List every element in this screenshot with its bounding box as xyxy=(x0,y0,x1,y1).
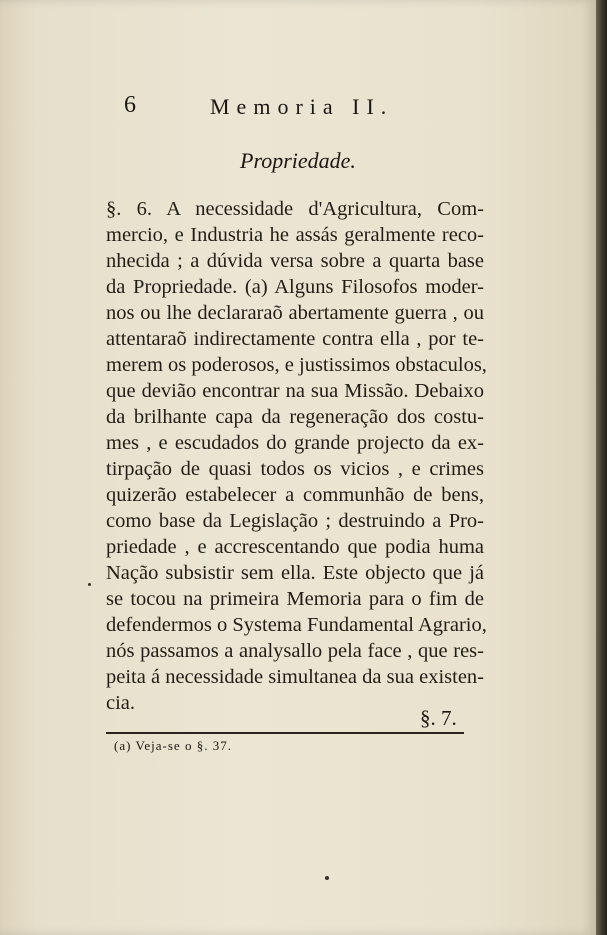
text-line: peita á necessidade simultanea da sua existen- xyxy=(106,666,484,688)
section-title: Propriedade. xyxy=(240,148,356,173)
text-line: nhecida ; a dúvida versa sobre a quarta base xyxy=(106,250,484,272)
text-line: quizerão estabelecer a communhão de bens, xyxy=(106,484,484,506)
text-line: cia. xyxy=(106,692,136,714)
running-head xyxy=(0,92,596,120)
text-line: merem os poderosos, e justissimos obstaculos, xyxy=(106,354,487,376)
text-line: nós passamos a analysallo pela face , que res- xyxy=(106,640,484,662)
text-line: se tocou na primeira Memoria para o fim de xyxy=(106,588,484,610)
text-line: mercio, e Industria he assás geralmente reco- xyxy=(106,224,484,246)
running-title: Memoria II. xyxy=(210,94,394,119)
footnote: (a) Veja-se o §. 37. xyxy=(114,738,232,753)
text-line: priedade , e accrescentando que podia huma xyxy=(106,536,484,558)
text-line: tirpação de quasi todos os vicios , e crimes xyxy=(106,458,484,480)
text-line: §. 6. A necessidade d'Agricultura, Com- xyxy=(106,198,484,220)
body-text xyxy=(106,196,487,716)
text-line: Nação subsistir sem ella. Este objecto que já xyxy=(106,562,484,584)
ink-speck xyxy=(88,583,91,586)
text-line: defendermos o Systema Fundamental Agrario, xyxy=(106,614,487,636)
text-line: nos ou lhe declararaõ abertamente guerra , ou xyxy=(106,302,484,324)
text-line: da Propriedade. (a) Alguns Filosofos moder- xyxy=(106,276,484,298)
ink-speck xyxy=(325,876,329,880)
catchword: §. 7. xyxy=(420,706,457,730)
text-line: mes , e escudados do grande projecto da ex- xyxy=(106,432,484,454)
text-line: como base da Legislação ; destruindo a Pro- xyxy=(106,510,484,532)
text-line: que devião encontrar na sua Missão. Debaixo xyxy=(106,380,484,402)
book-spine-edge xyxy=(596,0,607,935)
footnote-rule xyxy=(106,732,464,734)
text-line: da brilhante capa da regeneração dos costu- xyxy=(106,406,484,428)
page-number: 6 xyxy=(124,92,136,118)
text-line: attentaraõ indirectamente contra ella , por te- xyxy=(106,328,484,350)
